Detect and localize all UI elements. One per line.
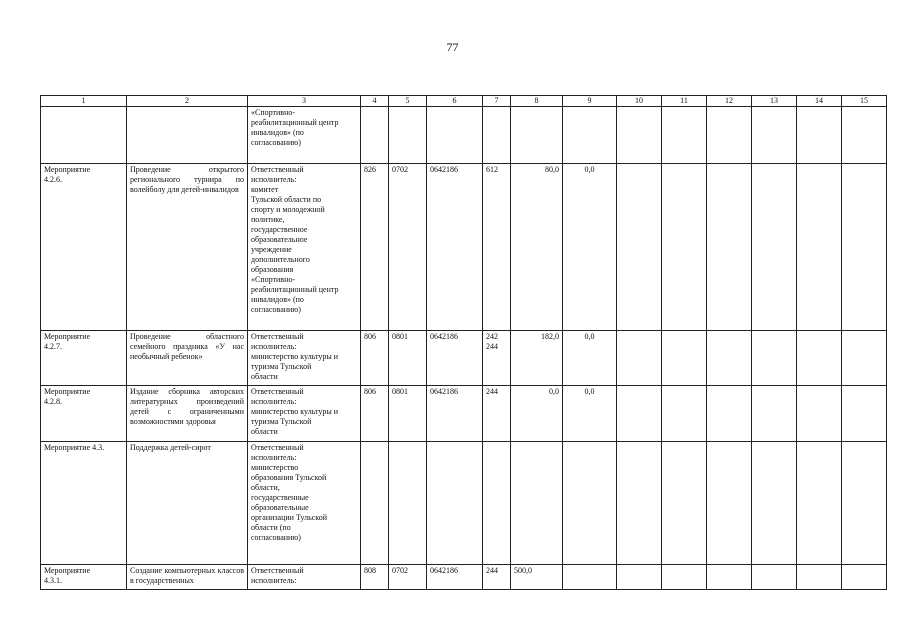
header-cell: 15 <box>842 96 887 107</box>
budget-table <box>40 95 887 590</box>
header-cell: 6 <box>427 96 483 107</box>
empty-cell <box>752 442 797 565</box>
amount-cell: 0,0 <box>563 164 617 331</box>
executor-cell: Ответственный исполнитель: министерство образования Тульской области, государственные образовательные организации Тульской области (по согласованию) <box>248 442 361 565</box>
amount-cell: 0,0 <box>511 386 563 442</box>
empty-cell <box>617 331 662 386</box>
cell <box>427 442 483 565</box>
vr-cell: 612 <box>483 164 511 331</box>
vr-cell: 242 244 <box>483 331 511 386</box>
header-cell: 13 <box>752 96 797 107</box>
empty-cell <box>662 442 707 565</box>
empty-cell <box>617 565 662 590</box>
amount-cell: 500,0 <box>511 565 563 590</box>
empty-cell <box>617 386 662 442</box>
csr-cell: 0642186 <box>427 164 483 331</box>
table-row <box>41 331 887 386</box>
table-row <box>41 164 887 331</box>
cell <box>511 107 563 164</box>
csr-cell: 0642186 <box>427 331 483 386</box>
activity-name-cell: Создание компьютерных классов в государственных <box>127 565 248 590</box>
csr-cell: 0642186 <box>427 386 483 442</box>
executor-cell: Ответственный исполнитель: комитет Тульской области по спорту и молодежной политике, государственное образовательное учреждение дополнительного образования «Спортивно- реабилитационный центр инвалидов» (по согласованию) <box>248 164 361 331</box>
activity-name-cell: Издание сборника авторских литературных произведений детей с ограниченными возможностями здоровья <box>127 386 248 442</box>
cell <box>427 107 483 164</box>
empty-cell <box>617 107 662 164</box>
empty-cell <box>662 331 707 386</box>
vr-cell: 244 <box>483 386 511 442</box>
empty-cell <box>662 107 707 164</box>
empty-cell <box>752 331 797 386</box>
empty-cell <box>797 565 842 590</box>
empty-cell <box>707 331 752 386</box>
header-cell: 10 <box>617 96 662 107</box>
csr-cell: 0642186 <box>427 565 483 590</box>
empty-cell <box>797 107 842 164</box>
activity-code-cell: Мероприятие 4.3. <box>41 442 127 565</box>
empty-cell <box>797 331 842 386</box>
header-cell: 12 <box>707 96 752 107</box>
empty-cell <box>707 386 752 442</box>
header-cell: 14 <box>797 96 842 107</box>
empty-cell <box>752 386 797 442</box>
table-row <box>41 386 887 442</box>
rzpr-cell: 0801 <box>389 386 427 442</box>
header-cell: 4 <box>361 96 389 107</box>
rzpr-cell: 0801 <box>389 331 427 386</box>
executor-cell: Ответственный исполнитель: министерство культуры и туризма Тульской области <box>248 386 361 442</box>
empty-cell <box>842 331 887 386</box>
activity-code-cell: Мероприятие 4.2.8. <box>41 386 127 442</box>
empty-cell <box>707 565 752 590</box>
amount-cell <box>563 565 617 590</box>
empty-cell <box>617 164 662 331</box>
cell <box>389 107 427 164</box>
vr-cell: 244 <box>483 565 511 590</box>
empty-cell <box>797 386 842 442</box>
cell <box>483 442 511 565</box>
empty-cell <box>662 565 707 590</box>
executor-cell: Ответственный исполнитель: <box>248 565 361 590</box>
header-cell: 9 <box>563 96 617 107</box>
empty-cell <box>662 164 707 331</box>
amount-cell: 0,0 <box>563 331 617 386</box>
cell <box>361 107 389 164</box>
activity-name-cell: Проведение областного семейного праздника «У нас необычный ребенок» <box>127 331 248 386</box>
table-row <box>41 107 887 164</box>
header-cell: 1 <box>41 96 127 107</box>
empty-cell <box>797 442 842 565</box>
cell <box>511 442 563 565</box>
empty-cell <box>752 107 797 164</box>
table-row <box>41 442 887 565</box>
table-header-row <box>41 96 887 107</box>
grbs-cell: 806 <box>361 386 389 442</box>
cell <box>361 442 389 565</box>
empty-cell <box>707 164 752 331</box>
rzpr-cell: 0702 <box>389 565 427 590</box>
amount-cell: 80,0 <box>511 164 563 331</box>
grbs-cell: 806 <box>361 331 389 386</box>
activity-code-cell: Мероприятие 4.3.1. <box>41 565 127 590</box>
header-cell: 2 <box>127 96 248 107</box>
activity-code-cell <box>41 107 127 164</box>
amount-cell: 182,0 <box>511 331 563 386</box>
empty-cell <box>842 565 887 590</box>
activity-code-cell: Мероприятие 4.2.6. <box>41 164 127 331</box>
activity-name-cell: Проведение открытого регионального турнира по волейболу для детей-инвалидов <box>127 164 248 331</box>
grbs-cell: 808 <box>361 565 389 590</box>
amount-cell: 0,0 <box>563 386 617 442</box>
activity-code-cell: Мероприятие 4.2.7. <box>41 331 127 386</box>
activity-name-cell <box>127 107 248 164</box>
empty-cell <box>842 386 887 442</box>
header-cell: 5 <box>389 96 427 107</box>
grbs-cell: 826 <box>361 164 389 331</box>
activity-name-cell: Поддержка детей-сирот <box>127 442 248 565</box>
header-cell: 7 <box>483 96 511 107</box>
header-cell: 11 <box>662 96 707 107</box>
empty-cell <box>662 386 707 442</box>
cell <box>389 442 427 565</box>
empty-cell <box>842 107 887 164</box>
page-number: 77 <box>446 40 459 54</box>
cell <box>563 107 617 164</box>
cell <box>483 107 511 164</box>
header-cell: 8 <box>511 96 563 107</box>
empty-cell <box>797 164 842 331</box>
header-cell: 3 <box>248 96 361 107</box>
empty-cell <box>617 442 662 565</box>
executor-cell: Ответственный исполнитель: министерство культуры и туризма Тульской области <box>248 331 361 386</box>
empty-cell <box>752 164 797 331</box>
executor-cell: «Спортивно- реабилитационный центр инвалидов» (по согласованию) <box>248 107 361 164</box>
cell <box>563 442 617 565</box>
empty-cell <box>842 164 887 331</box>
empty-cell <box>707 107 752 164</box>
table-row <box>41 565 887 590</box>
empty-cell <box>842 442 887 565</box>
rzpr-cell: 0702 <box>389 164 427 331</box>
empty-cell <box>707 442 752 565</box>
empty-cell <box>752 565 797 590</box>
